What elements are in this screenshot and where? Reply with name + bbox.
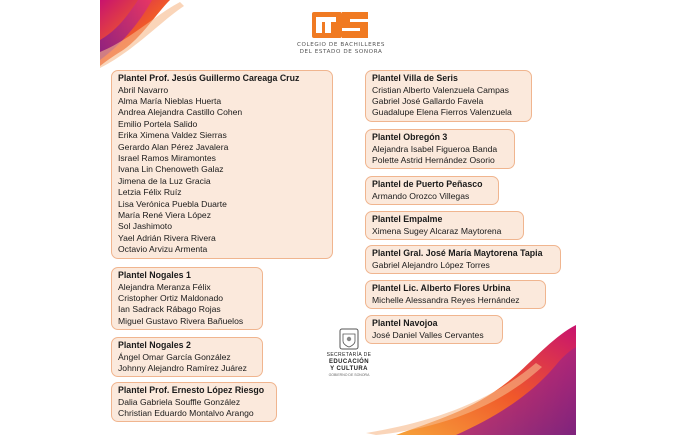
student-name: Jimena de la Luz Gracia [118, 175, 211, 186]
campus-title: Plantel Lic. Alberto Flores Urbina [372, 283, 511, 293]
campus-card-puerto-penasco [365, 176, 499, 205]
student-name: Christian Eduardo Montalvo Arango [118, 408, 254, 418]
student-name: Emilio Portela Salido [118, 118, 198, 129]
campus-card-nogales-1 [111, 267, 263, 330]
campus-card-empalme [365, 211, 524, 240]
campus-card-villa-de-seris [365, 70, 532, 122]
campus-title: Plantel Obregón 3 [372, 132, 448, 142]
student-name: Gabriel Alejandro López Torres [372, 259, 490, 270]
logo-text-line2: DEL ESTADO DE SONORA [299, 49, 383, 55]
sonora-crest-icon [339, 328, 359, 350]
student-name: Dalia Gabriela Souffle González [118, 396, 241, 407]
sec-text-line4: GOBIERNO DE SONORA [328, 373, 370, 377]
campus-card-careaga [111, 70, 333, 259]
student-name: Ivana Lin Chenoweth Galaz [118, 164, 224, 175]
campus-card-nogales-2 [111, 337, 263, 377]
student-name: Octavio Arvizu Armenta [118, 244, 208, 255]
sec-text-line3: Y CULTURA [330, 366, 368, 372]
campus-title: Plantel Villa de Seris [372, 73, 458, 83]
student-name: Erika Ximena Valdez Sierras [118, 130, 227, 141]
student-name: Alejandra Isabel Figueroa Banda [372, 143, 498, 154]
campus-card-flores-urbina [365, 280, 546, 309]
student-name: Alejandra Meranza Félix [118, 281, 211, 292]
cobach-logo-mark-icon [312, 8, 370, 42]
campus-title: Plantel Empalme [372, 214, 443, 224]
cobach-logo [276, 8, 406, 56]
student-name: Sol Jashimoto [118, 221, 172, 232]
student-name: Israel Ramos Miramontes [118, 153, 216, 164]
sec-text-line1: SECRETARÍA DE [326, 352, 372, 358]
student-name: María René Viera López [118, 210, 211, 221]
student-name: José Daniel Valles Cervantes [372, 329, 484, 340]
campus-card-maytorena-tapia [365, 245, 561, 274]
campus-card-navojoa [365, 315, 503, 344]
student-name: Gerardo Alan Pérez Javalera [118, 141, 229, 152]
student-name: Yael Adrián Rivera Rivera [118, 232, 216, 243]
student-name: Polette Astrid Hernández Osorio [372, 155, 495, 165]
student-name: Cristian Alberto Valenzuela Campas [372, 84, 509, 95]
campus-title: Plantel Prof. Jesús Guillermo Careaga Cruz [118, 73, 300, 83]
campus-title: Plantel Gral. José María Maytorena Tapia [372, 248, 543, 258]
student-name: Michelle Alessandra Reyes Hernández [372, 294, 520, 305]
student-name: Letzia Félix Ruíz [118, 187, 182, 198]
sec-text-line2: EDUCACIÓN [329, 359, 369, 365]
student-name: Abril Navarro [118, 84, 169, 95]
campus-card-obregon-3 [365, 129, 515, 169]
student-name: Miguel Gustavo Rivera Bañuelos [118, 315, 244, 326]
student-name: Ximena Sugey Alcaraz Maytorena [372, 225, 502, 236]
campus-title: Plantel Nogales 2 [118, 340, 191, 350]
student-name: Lisa Verónica Puebla Duarte [118, 198, 227, 209]
document-page [100, 0, 576, 435]
campus-title: Plantel Navojoa [372, 318, 438, 328]
student-name: Gabriel José Gallardo Favela [372, 96, 484, 106]
campus-title: Plantel Nogales 1 [118, 270, 191, 280]
campus-card-lopez-riesgo [111, 382, 277, 422]
campus-title: Plantel Prof. Ernesto López Riesgo [118, 385, 265, 395]
student-name: Ángel Omar García González [118, 351, 231, 362]
student-name: Cristopher Ortiz Maldonado [118, 293, 224, 303]
student-name: Ian Sadrack Rábago Rojas [118, 304, 221, 315]
student-name: Armando Orozco Villegas [372, 190, 470, 201]
student-name: Johnny Alejandro Ramírez Juárez [118, 363, 247, 373]
student-name: Guadalupe Elena Fierros Valenzuela [372, 107, 512, 118]
student-name: Alma María Nieblas Huerta [118, 96, 222, 106]
campus-title: Plantel de Puerto Peñasco [372, 179, 483, 189]
logo-text-line1: COLEGIO DE BACHILLERES [296, 42, 385, 48]
student-name: Andrea Alejandra Castillo Cohen [118, 107, 243, 118]
